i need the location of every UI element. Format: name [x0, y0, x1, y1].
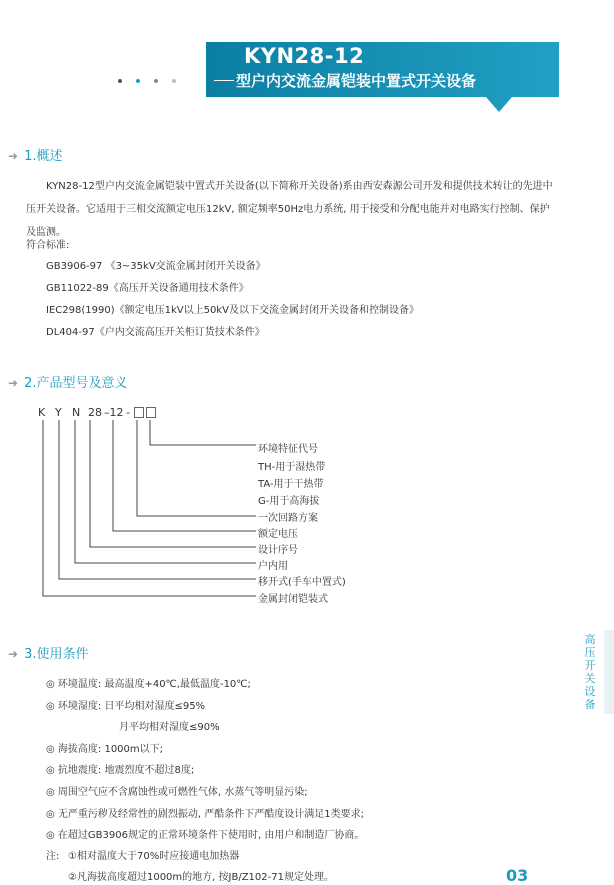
code-part-n: N [72, 406, 81, 419]
condition-item: ◎ 周围空气应不含腐蚀性或可燃性气体, 水蒸气等明显污染; [46, 787, 308, 798]
code-part-y: Y [55, 406, 62, 419]
legend-g: G-用于高海拔 [258, 496, 320, 507]
standards-label: 符合标准: [26, 240, 70, 251]
condition-item: ◎ 无严重污秽及经常性的剧烈振动, 严酷条件下严酷度设计满足1类要求; [46, 809, 364, 820]
legend-metal-clad: 金属封闭铠装式 [258, 594, 328, 605]
note-item: ②凡海拔高度超过1000m的地方, 按JB/Z102-71规定处理。 [68, 872, 334, 883]
arrow-right-icon: ➜ [8, 376, 19, 390]
code-part-28: 28 [88, 406, 102, 419]
section-3-heading: ➜ 3.使用条件 [8, 647, 89, 662]
legend-withdrawable: 移开式(手车中置式) [258, 577, 346, 588]
code-part-k: K [38, 406, 46, 419]
condition-item: ◎ 在超过GB3906规定的正常环境条件下使用时, 由用户和制造厂协商。 [46, 830, 365, 841]
overview-paragraph: KYN28-12型户内交流金属铠装中置式开关设备(以下简称开关设备)系由西安森源公司开发和提供技术转让的先进中压开关设备。它适用于三相交流额定电压12kV, 额定频率50Hz电力系统, 用于接受和分配电能并对电路实行控制、保护及监测。 [26, 181, 553, 238]
standard-item: GB11022-89《高压开关设备通用技术条件》 [46, 283, 249, 294]
side-tab-bar [604, 630, 614, 714]
legend-rated-voltage: 额定电压 [258, 529, 298, 540]
section-2-heading: ➜ 2.产品型号及意义 [8, 376, 128, 391]
code-part-dash: - [126, 406, 130, 419]
legend-ta: TA-用于干热带 [258, 479, 324, 490]
legend-design-serial: 设计序号 [258, 545, 298, 556]
legend-env-code: 环境特征代号 [258, 444, 318, 455]
condition-item: ◎ 环境湿度: 日平均相对湿度≤95% [46, 701, 206, 712]
arrow-right-icon: ➜ [8, 647, 19, 661]
condition-item: ◎ 海拔高度: 1000m以下; [46, 744, 164, 755]
condition-item: 月平均相对湿度≤90% [119, 722, 220, 733]
side-tab-label: 高 压 开 关 设 备 [584, 633, 596, 711]
page-number: 03 [506, 866, 529, 885]
standard-item: IEC298(1990)《额定电压1kV以上50kV及以下交流金属封闭开关设备和控制设备》 [46, 305, 419, 316]
section-1-heading: ➜ 1.概述 [8, 149, 63, 164]
standard-item: DL404-97《户内交流高压开关柜订货技术条件》 [46, 327, 265, 338]
document-subtitle: 型户内交流金属铠装中置式开关设备 [236, 72, 477, 90]
note-item: ①相对温度大于70%时应接通电加热器 [68, 851, 240, 862]
notes-label: 注: [46, 851, 60, 862]
arrow-right-icon: ➜ [8, 149, 19, 163]
legend-indoor: 户内用 [258, 561, 288, 572]
condition-item: ◎ 环境温度: 最高温度+40℃,最低温度-10℃; [46, 679, 251, 690]
legend-th: TH-用于湿热带 [258, 462, 326, 473]
document-title: KYN28-12 [244, 44, 365, 68]
legend-circuit-scheme: 一次回路方案 [258, 513, 318, 524]
condition-item: ◎ 抗地震度: 地震烈度不超过8度; [46, 765, 195, 776]
code-part-12: –12 [104, 406, 124, 419]
standard-item: GB3906-97 《3~35kV交流金属封闭开关设备》 [46, 261, 266, 272]
